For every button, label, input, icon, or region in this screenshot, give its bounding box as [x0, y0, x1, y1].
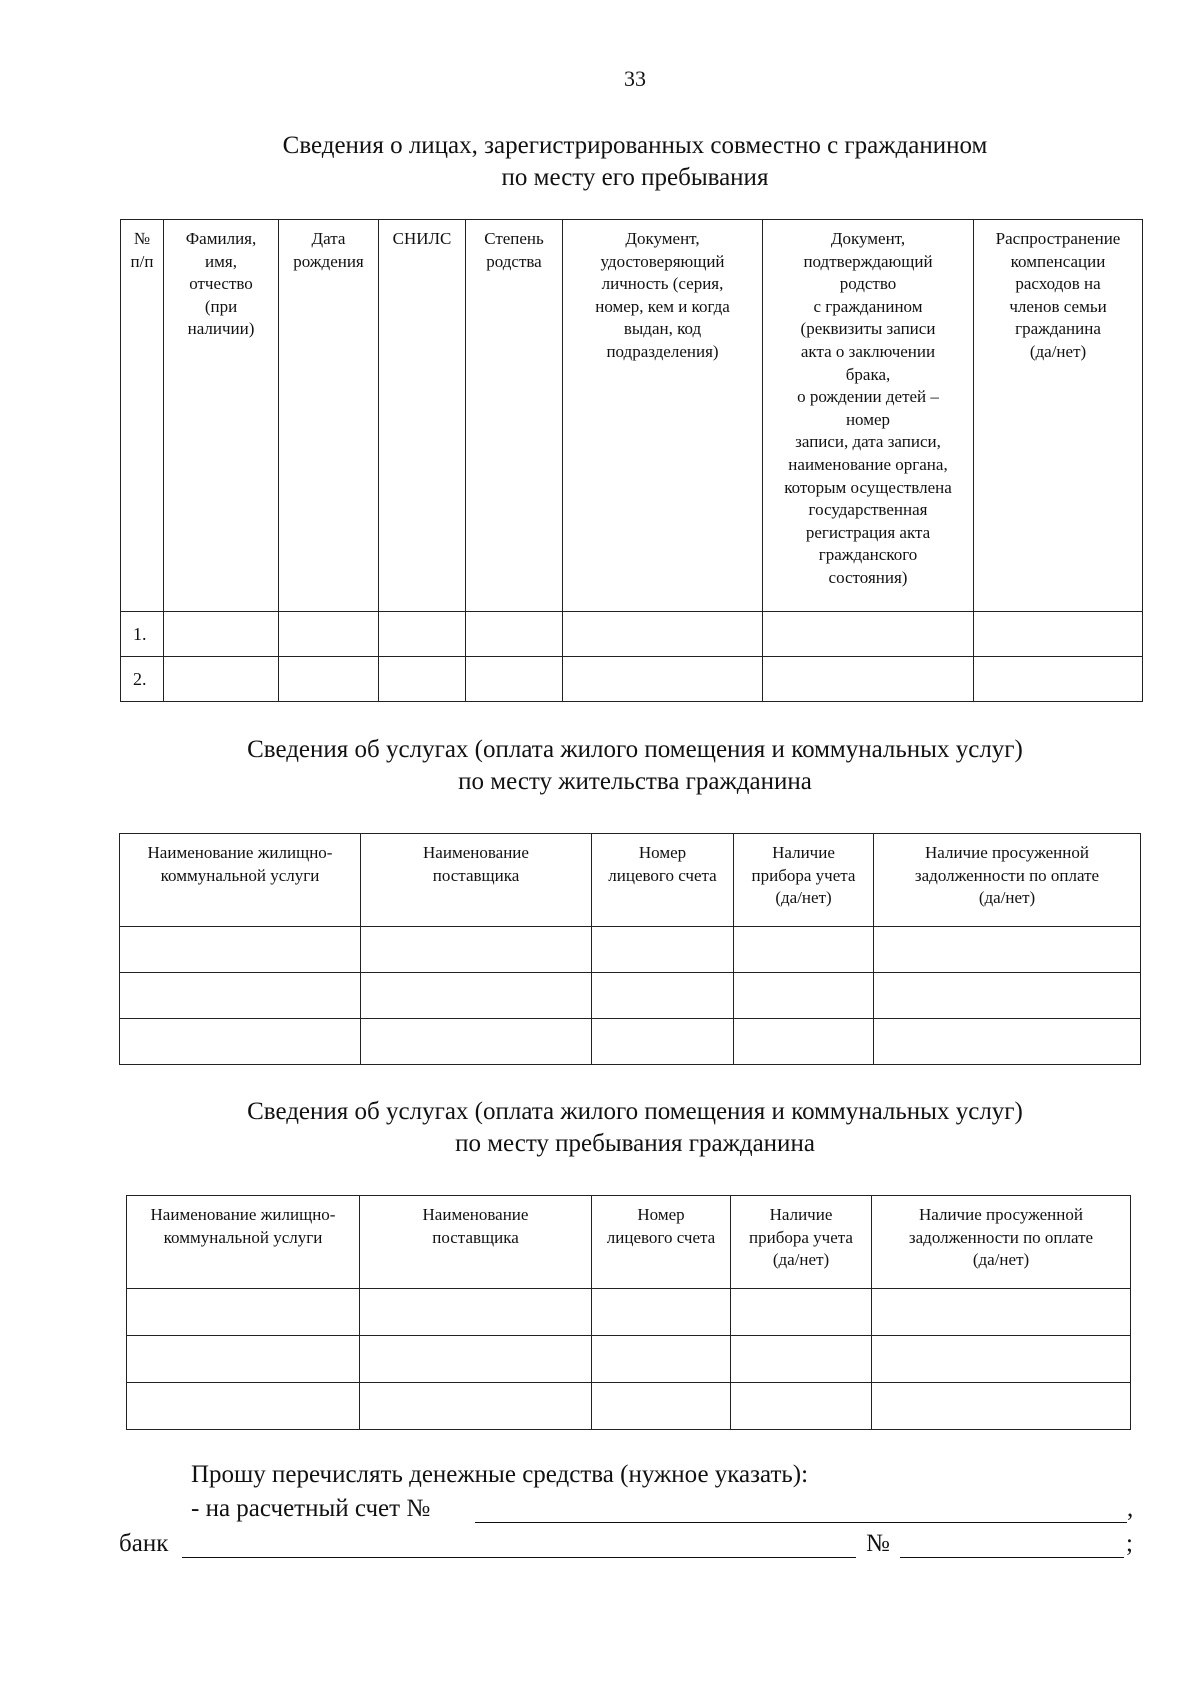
table-cell[interactable] — [874, 927, 1141, 973]
header-line: коммунальной услуги — [160, 865, 320, 885]
header-line: (да/нет) — [772, 1250, 830, 1270]
col-header-account-number — [592, 834, 734, 927]
header-line: Номер — [638, 843, 687, 862]
header-line: рождения — [293, 251, 364, 271]
header-line: акта о заключении — [800, 341, 936, 361]
bank-number-field[interactable] — [900, 1557, 1124, 1558]
col-header-kinship — [466, 220, 563, 612]
table-cell[interactable] — [731, 1383, 872, 1430]
table-cell[interactable] — [734, 927, 874, 973]
header-line: брака, — [845, 364, 891, 384]
header-line: личность (серия, — [601, 274, 724, 294]
header-line: Фамилия, — [185, 229, 257, 248]
table-cell[interactable] — [872, 1383, 1131, 1430]
header-line: подтверждающий — [803, 251, 933, 271]
header-line: Распространение — [995, 229, 1121, 248]
col-header-service-name — [120, 834, 361, 927]
col-header-account-number — [592, 1196, 731, 1289]
table-cell[interactable] — [361, 1019, 592, 1065]
header-line: компенсации — [1010, 251, 1106, 271]
header-line: (да/нет) — [775, 888, 832, 908]
header-line: лицевого счета — [608, 865, 717, 885]
table-cell[interactable] — [874, 1019, 1141, 1065]
header-line: родство — [839, 274, 897, 294]
stay-services-table — [126, 1195, 1131, 1430]
table-cell[interactable] — [164, 657, 279, 702]
table-row — [121, 657, 1143, 702]
row-number: 1. — [121, 612, 164, 657]
header-line: расходов на — [1015, 274, 1101, 294]
header-line: отчество — [189, 274, 253, 294]
header-line: Наличие — [769, 1205, 833, 1224]
table-row — [127, 1383, 1131, 1430]
table-cell[interactable] — [734, 1019, 874, 1065]
header-line: членов семьи — [1009, 296, 1107, 316]
col-header-provider — [361, 834, 592, 927]
header-line: (да/нет) — [978, 888, 1036, 908]
header-line: наименование органа, — [788, 454, 948, 474]
table-cell[interactable] — [592, 973, 734, 1019]
table-cell[interactable] — [592, 1289, 731, 1336]
header-line: Наименование — [423, 843, 529, 862]
header-line: Наименование жилищно- — [147, 843, 333, 862]
registered-persons-table — [120, 219, 1143, 702]
header-line: п/п — [130, 251, 154, 271]
table-cell[interactable] — [872, 1336, 1131, 1383]
account-line-comma: , — [1127, 1495, 1134, 1522]
header-line: задолженности по оплате — [914, 865, 1100, 885]
table-cell[interactable] — [120, 927, 361, 973]
table-row — [127, 1336, 1131, 1383]
header-line: Наличие просуженной — [925, 843, 1089, 862]
header-line: Наличие просуженной — [919, 1205, 1083, 1224]
table-cell[interactable] — [466, 657, 563, 702]
table-cell[interactable] — [379, 657, 466, 702]
col-header-birth-date — [279, 220, 379, 612]
table-header-row — [121, 220, 1143, 612]
header-line: гражданина — [1015, 319, 1101, 339]
col-header-meter — [731, 1196, 872, 1289]
header-line: поставщика — [432, 865, 520, 885]
table-row — [120, 1019, 1141, 1065]
header-line: с гражданином — [813, 296, 923, 316]
header-line: Номер — [637, 1205, 685, 1224]
header-line: которым осуществлена — [784, 477, 952, 497]
header-line: СНИЛС — [392, 229, 452, 248]
table-cell[interactable] — [974, 612, 1143, 657]
header-line: выдан, код — [623, 319, 702, 339]
table-cell[interactable] — [731, 1289, 872, 1336]
table-cell[interactable] — [361, 927, 592, 973]
section3-title: Сведения об услугах (оплата жилого помещения и коммунальных услуг) по месту пребывания гражданина — [247, 1098, 1023, 1157]
col-header-provider — [360, 1196, 592, 1289]
row-number: 2. — [121, 657, 164, 702]
col-header-overdue-debt — [872, 1196, 1131, 1289]
header-line: (да/нет) — [1029, 341, 1087, 361]
bank-line-semicolon: ; — [1126, 1530, 1133, 1557]
header-line: Наименование жилищно- — [150, 1205, 336, 1224]
header-line: № — [133, 229, 151, 248]
table-header-row — [127, 1196, 1131, 1289]
table-cell[interactable] — [120, 1019, 361, 1065]
header-line: регистрация акта — [805, 522, 931, 542]
section1-title: Сведения о лицах, зарегистрированных совместно с гражданином по месту его пребывания — [282, 132, 988, 191]
table-row — [121, 612, 1143, 657]
table-cell[interactable] — [127, 1336, 360, 1383]
header-line: лицевого счета — [606, 1227, 716, 1247]
table-cell[interactable] — [164, 612, 279, 657]
header-line: (реквизиты записи — [800, 319, 936, 339]
table-cell[interactable] — [734, 973, 874, 1019]
col-header-service-name — [127, 1196, 360, 1289]
table-cell[interactable] — [592, 927, 734, 973]
section2-title: Сведения об услугах (оплата жилого помещения и коммунальных услуг) по месту жительства гражданина — [247, 736, 1023, 795]
table-row — [120, 973, 1141, 1019]
table-cell[interactable] — [872, 1289, 1131, 1336]
table-cell[interactable] — [360, 1336, 592, 1383]
table-cell[interactable] — [874, 973, 1141, 1019]
header-line: (при — [204, 296, 238, 316]
header-line: прибора учета — [751, 865, 856, 885]
header-line: коммунальной услуги — [163, 1227, 323, 1247]
header-line: Наличие — [772, 843, 835, 862]
bank-number-label: № — [866, 1530, 890, 1557]
table-cell[interactable] — [974, 657, 1143, 702]
account-label: - на расчетный счет № — [191, 1495, 431, 1522]
header-line: номер, кем и когда — [595, 296, 730, 316]
header-line: записи, дата записи, — [795, 432, 941, 452]
table-cell[interactable] — [279, 657, 379, 702]
header-line: Документ, — [625, 229, 700, 248]
col-header-kinship-document — [763, 220, 974, 612]
table-cell[interactable] — [379, 612, 466, 657]
table-cell[interactable] — [360, 1289, 592, 1336]
header-line: о рождении детей – — [797, 387, 939, 407]
table-cell[interactable] — [127, 1289, 360, 1336]
col-header-identity-document — [563, 220, 763, 612]
col-header-snils — [379, 220, 466, 612]
header-line: (да/нет) — [972, 1250, 1030, 1270]
header-line: гражданского — [818, 545, 918, 565]
table-header-row — [120, 834, 1141, 927]
residence-services-table — [119, 833, 1141, 1065]
header-line: Степень — [484, 229, 544, 248]
table-cell[interactable] — [563, 612, 763, 657]
bank-label: банк — [119, 1530, 169, 1557]
table-cell[interactable] — [120, 973, 361, 1019]
account-number-field[interactable] — [475, 1522, 1127, 1523]
header-line: поставщика — [432, 1227, 519, 1247]
table-cell[interactable] — [763, 612, 974, 657]
bank-name-field[interactable] — [182, 1557, 856, 1558]
col-header-overdue-debt — [874, 834, 1141, 927]
table-cell[interactable] — [592, 1383, 731, 1430]
payment-request-text: Прошу перечислять денежные средства (нужное указать): — [191, 1461, 809, 1488]
table-cell[interactable] — [763, 657, 974, 702]
table-cell[interactable] — [592, 1019, 734, 1065]
table-row — [120, 927, 1141, 973]
header-line: родства — [486, 251, 542, 271]
table-row — [127, 1289, 1131, 1336]
col-header-full-name — [164, 220, 279, 612]
header-line: подразделения) — [606, 341, 719, 361]
header-line: Наименование — [422, 1205, 529, 1224]
header-line: наличии) — [187, 319, 255, 339]
page-number: 33 — [624, 66, 646, 91]
table-cell[interactable] — [360, 1383, 592, 1430]
table-cell[interactable] — [361, 973, 592, 1019]
table-cell[interactable] — [563, 657, 763, 702]
table-cell[interactable] — [592, 1336, 731, 1383]
header-line: Дата — [311, 229, 346, 248]
header-line: удостоверяющий — [600, 251, 725, 271]
table-cell[interactable] — [127, 1383, 360, 1430]
col-header-compensation — [974, 220, 1143, 612]
table-cell[interactable] — [279, 612, 379, 657]
header-line: имя, — [205, 251, 237, 271]
header-line: прибора учета — [749, 1227, 853, 1247]
col-header-number — [121, 220, 164, 612]
table-cell[interactable] — [731, 1336, 872, 1383]
header-line: государственная — [808, 500, 928, 520]
header-line: состояния) — [828, 567, 908, 587]
table-cell[interactable] — [466, 612, 563, 657]
col-header-meter — [734, 834, 874, 927]
header-line: задолженности по оплате — [908, 1227, 1094, 1247]
header-line: Документ, — [830, 229, 906, 248]
header-line: номер — [845, 409, 891, 429]
